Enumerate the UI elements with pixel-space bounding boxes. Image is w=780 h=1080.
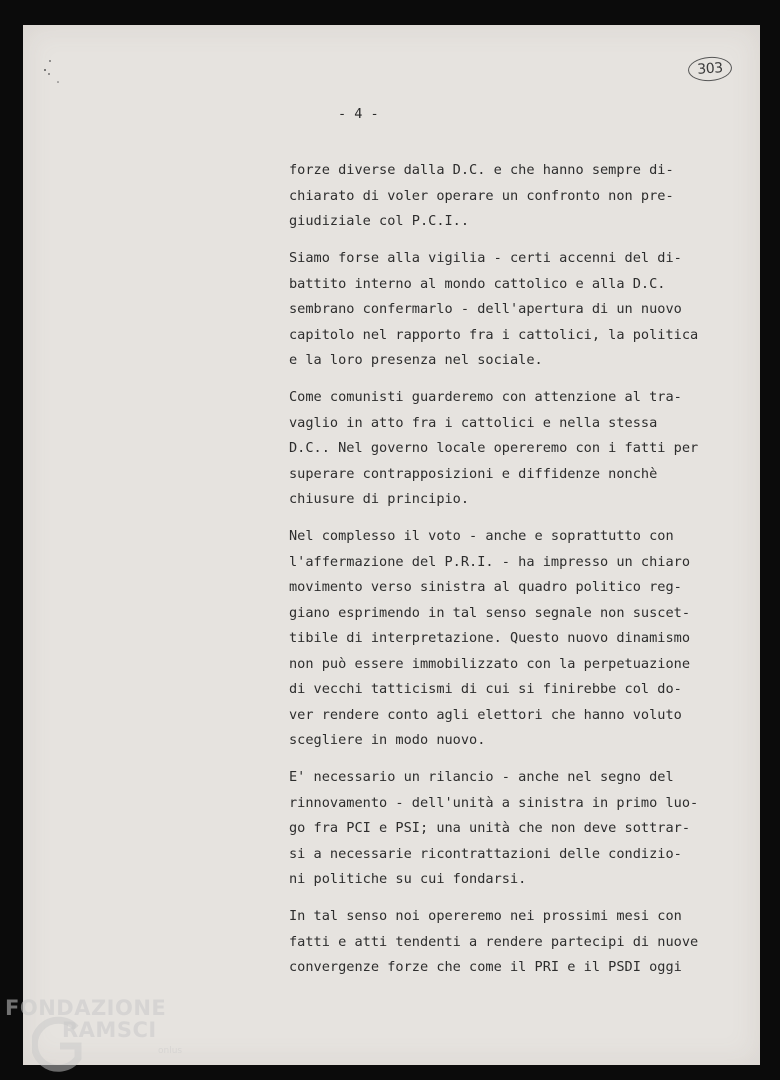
text-line: Nel complesso il voto - anche e soprattutto con — [289, 528, 674, 544]
text-line: forze diverse dalla D.C. e che hanno sempre di- — [289, 162, 674, 178]
text-line: sembrano confermarlo - dell'apertura di un nuovo — [289, 301, 682, 317]
watermark-line2: RAMSCI — [62, 1018, 157, 1042]
text-line: fatti e atti tendenti a rendere partecipi di nuove — [289, 933, 699, 950]
paragraph — [289, 385, 749, 513]
text-line: scegliere in modo nuovo. — [289, 732, 486, 748]
text-line: battito interno al mondo cattolico e alla D.C. — [289, 275, 666, 292]
archive-number-stamp: 303 — [687, 55, 733, 82]
text-line: rinnovamento - dell'unità a sinistra in primo luo- — [289, 794, 699, 811]
text-line: Come comunisti guarderemo con attenzione al tra- — [289, 389, 682, 405]
paragraph — [289, 904, 749, 981]
text-line: si a necessarie ricontrattazioni delle condizio- — [289, 845, 682, 862]
text-line: chiarato di voler operare un confronto non pre- — [289, 187, 674, 204]
fondazione-gramsci-watermark — [0, 990, 200, 1080]
pencil-marks — [40, 57, 60, 87]
text-line: l'affermazione del P.R.I. - ha impresso un chiaro — [289, 553, 691, 570]
text-line: go fra PCI e PSI; una unità che non deve sottrar- — [289, 820, 691, 836]
text-line: Siamo forse alla vigilia - certi accenni del di- — [289, 250, 682, 266]
text-line: movimento verso sinistra al quadro politico reg- — [289, 579, 682, 595]
body-text — [289, 158, 749, 992]
text-line: E' necessario un rilancio - anche nel segno del — [289, 769, 674, 785]
text-line: e la loro presenza nel sociale. — [289, 352, 543, 368]
text-line: tibile di interpretazione. Questo nuovo dinamismo — [289, 630, 691, 646]
text-line: ni politiche su cui fondarsi. — [289, 871, 527, 887]
paragraph — [289, 524, 749, 754]
text-line: convergenze forze che come il PRI e il PSDI oggi — [289, 959, 682, 975]
text-line: giano esprimendo in tal senso segnale non suscet- — [289, 604, 691, 621]
text-line: In tal senso noi opereremo nei prossimi mesi con — [289, 908, 682, 924]
text-line: non può essere immobilizzato con la perpetuazione — [289, 655, 691, 672]
watermark-line1: FONDAZIONE — [5, 996, 167, 1020]
text-line: superare contrapposizioni e diffidenze nonchè — [289, 465, 658, 482]
text-line: ver rendere conto agli elettori che hanno voluto — [289, 706, 682, 723]
watermark-suffix: onlus — [158, 1046, 183, 1056]
paragraph — [289, 158, 749, 235]
paragraph — [289, 765, 749, 893]
page-number: - 4 - — [338, 106, 379, 122]
text-line: giudiziale col P.C.I.. — [289, 213, 470, 229]
paragraph — [289, 246, 749, 374]
text-line: di vecchi tatticismi di cui si finirebbe col do- — [289, 681, 682, 697]
text-line: D.C.. Nel governo locale opereremo con i fatti per — [289, 440, 699, 456]
text-line: capitolo nel rapporto fra i cattolici, la politica — [289, 326, 699, 343]
text-line: vaglio in atto fra i cattolici e nella stessa — [289, 414, 658, 431]
text-line: chiusure di principio. — [289, 491, 470, 507]
